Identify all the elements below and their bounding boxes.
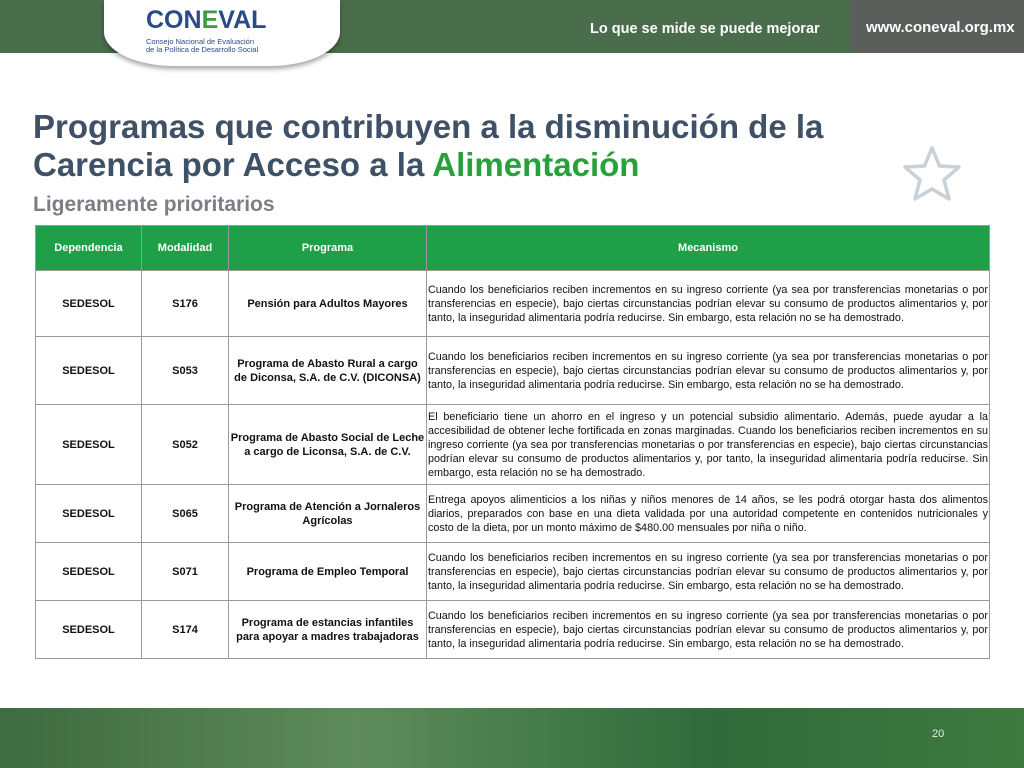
cell-dependencia: SEDESOL xyxy=(36,271,142,337)
column-header-modalidad: Modalidad xyxy=(142,226,229,271)
programs-table xyxy=(35,225,990,659)
cell-modalidad: S176 xyxy=(142,271,229,337)
table-row xyxy=(36,485,990,543)
star-outline-icon xyxy=(902,144,962,204)
cell-dependencia: SEDESOL xyxy=(36,601,142,659)
page-subtitle: Ligeramente prioritarios xyxy=(33,193,275,216)
cell-mecanismo: Cuando los beneficiarios reciben incrementos en su ingreso corriente (ya sea por transferencias monetarias o por transferencias en especie), bajo ciertas circunstancias podrían elevar su consumo de productos alimentarios y, por tanto, la inseguridad alimentaria podría reducirse. Sin embargo, esta relación no se ha demostrado. xyxy=(427,271,990,337)
table-row xyxy=(36,543,990,601)
cell-mecanismo: Cuando los beneficiarios reciben incrementos en su ingreso corriente (ya sea por transferencias monetarias o por transferencias en especie), bajo ciertas circunstancias podrían elevar su consumo de productos alimentarios y, por tanto, la inseguridad alimentaria podría reducirse. Sin embargo, esta relación no se ha demostrado. xyxy=(427,337,990,405)
title-highlight: Alimentación xyxy=(432,146,640,183)
table-row xyxy=(36,405,990,485)
cell-programa: Programa de Abasto Social de Leche a cargo de Liconsa, S.A. de C.V. xyxy=(229,405,427,485)
logo-tab xyxy=(104,0,340,66)
logo-subtitle-line-2: de la Política de Desarrollo Social xyxy=(146,45,259,54)
cell-mecanismo: El beneficiario tiene un ahorro en el ingreso y un potencial subsidio alimentario. Además, puede ayudar a la accesibilidad de obtener leche fortificada en zonas marginadas. Cuando los beneficiarios reciben incrementos en su ingreso corriente (ya sea por transferencias monetarias o por transferencias en especie), bajo ciertas circunstancias podrían elevar su consumo de productos alimentarios y, por tanto, la inseguridad alimentaria podría reducirse. Sin embargo, esta relación no se ha demostrado. xyxy=(427,405,990,485)
cell-modalidad: S174 xyxy=(142,601,229,659)
cell-programa: Pensión para Adultos Mayores xyxy=(229,271,427,337)
column-header-mecanismo: Mecanismo xyxy=(427,226,990,271)
cell-dependencia: SEDESOL xyxy=(36,543,142,601)
cell-programa: Programa de Abasto Rural a cargo de Diconsa, S.A. de C.V. (DICONSA) xyxy=(229,337,427,405)
logo-subtitle xyxy=(146,38,258,54)
cell-modalidad: S053 xyxy=(142,337,229,405)
footer-bar xyxy=(0,708,1024,768)
cell-programa: Programa de estancias infantiles para apoyar a madres trabajadoras xyxy=(229,601,427,659)
cell-dependencia: SEDESOL xyxy=(36,405,142,485)
logo-part-3: VAL xyxy=(218,6,267,34)
table-row xyxy=(36,337,990,405)
title-line-1: Programas que contribuyen a la disminución de la xyxy=(33,108,824,145)
page-number: 20 xyxy=(932,728,945,740)
cell-modalidad: S052 xyxy=(142,405,229,485)
table-row xyxy=(36,601,990,659)
table-row xyxy=(36,271,990,337)
page-title xyxy=(33,108,823,184)
header-url[interactable]: www.coneval.org.mx xyxy=(866,19,1015,36)
logo-subtitle-line-1: Consejo Nacional de Evaluación xyxy=(146,37,254,46)
logo-part-2: E xyxy=(201,6,219,34)
cell-modalidad: S065 xyxy=(142,485,229,543)
cell-programa: Programa de Empleo Temporal xyxy=(229,543,427,601)
column-header-programa: Programa xyxy=(229,226,427,271)
cell-mecanismo: Cuando los beneficiarios reciben incrementos en su ingreso corriente (ya sea por transferencias monetarias o por transferencias en especie), bajo ciertas circunstancias podrían elevar su consumo de productos alimentarios y, por tanto, la inseguridad alimentaria podría reducirse. Sin embargo, esta relación no se ha demostrado. xyxy=(427,601,990,659)
cell-modalidad: S071 xyxy=(142,543,229,601)
cell-mecanismo: Cuando los beneficiarios reciben incrementos en su ingreso corriente (ya sea por transferencias monetarias o por transferencias en especie), bajo ciertas circunstancias podrían elevar su consumo de productos alimentarios y, por tanto, la inseguridad alimentaria podría reducirse. Sin embargo, esta relación no se ha demostrado. xyxy=(427,543,990,601)
cell-programa: Programa de Atención a Jornaleros Agrícolas xyxy=(229,485,427,543)
table-header-row xyxy=(36,226,990,271)
cell-dependencia: SEDESOL xyxy=(36,485,142,543)
column-header-dependencia: Dependencia xyxy=(36,226,142,271)
logo-part-1: CON xyxy=(146,6,202,34)
cell-mecanismo: Entrega apoyos alimenticios a los niñas y niños menores de 14 años, se les podrá otorgar hasta dos alimentos diarios, preparados con base en una dieta validada por una autoridad competente en contenidos nutricionales y costo de la dieta, por un monto máximo de $480.00 mensuales por niña o niño. xyxy=(427,485,990,543)
coneval-logo xyxy=(146,6,266,35)
title-line-2: Carencia por Acceso a la xyxy=(33,146,433,183)
header-tagline: Lo que se mide se puede mejorar xyxy=(590,21,820,37)
cell-dependencia: SEDESOL xyxy=(36,337,142,405)
